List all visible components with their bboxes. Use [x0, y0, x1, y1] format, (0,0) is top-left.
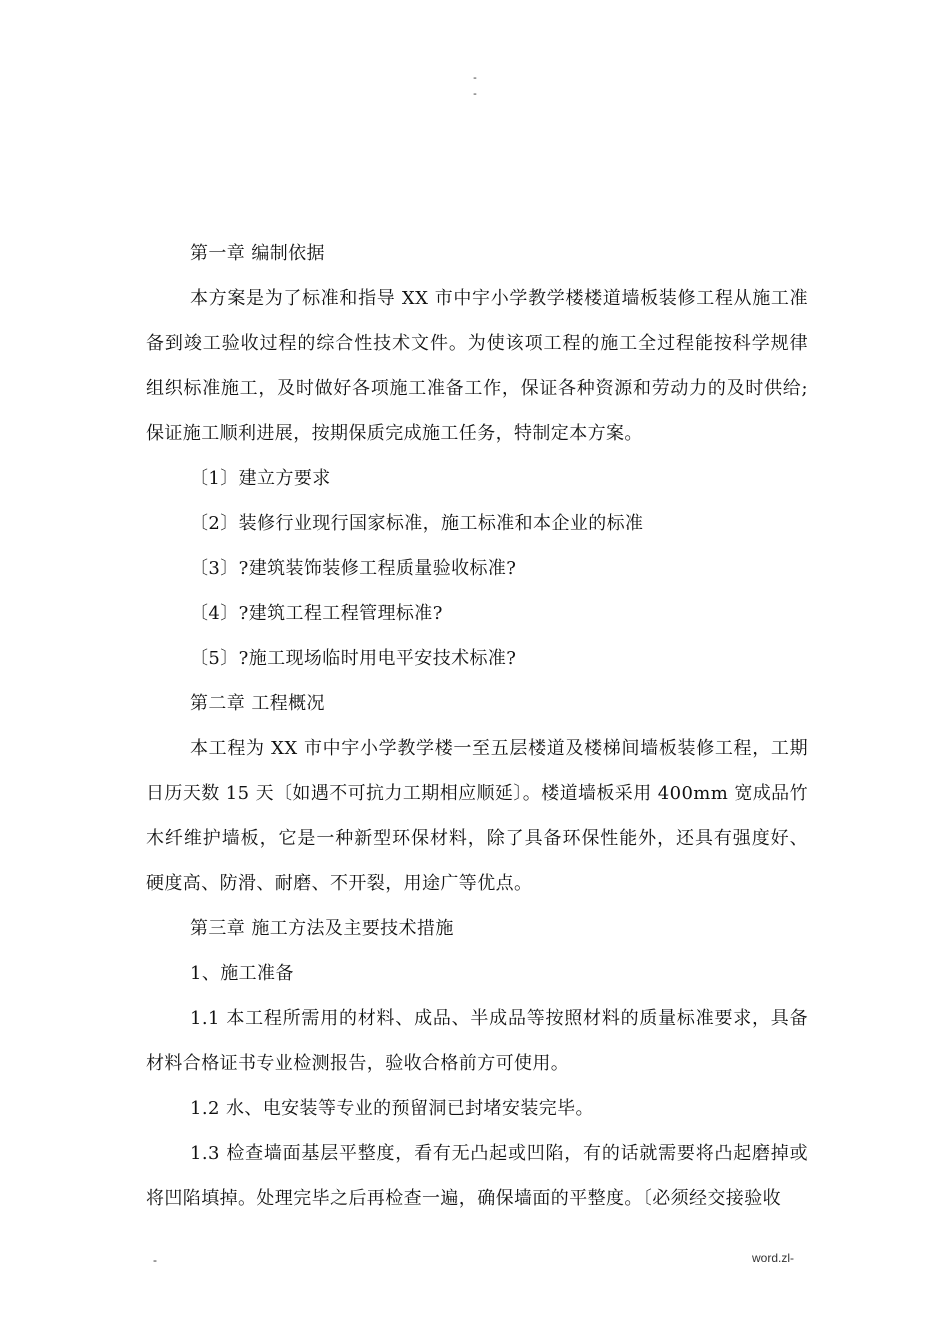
paragraph-1-3: 1.3 检查墙面基层平整度，看有无凸起或凹陷，有的话就需要将凸起磨掉或将凹陷填掉。处理完毕之后再检查一遍，确保墙面的平整度。〔必须经交接验收: [146, 1143, 808, 1209]
footer-source-mark: word.zl-: [751, 1251, 794, 1265]
basis-item-2: 〔2〕装修行业现行国家标准，施工标准和本企业的标准: [190, 513, 644, 534]
chapter1-heading: 第一章 编制依据: [190, 243, 325, 264]
basis-item-5: 〔5〕?施工现场临时用电平安技术标准?: [190, 648, 517, 669]
basis-item-3: 〔3〕?建筑装饰装修工程质量验收标准?: [190, 558, 517, 579]
paragraph-1-1: 1.1 本工程所需用的材料、成品、半成品等按照材料的质量标准要求，具备材料合格证书专业检测报告，验收合格前方可使用。: [146, 1008, 808, 1074]
paragraph-1-2: 1.2 水、电安装等专业的预留洞已封堵安装完毕。: [190, 1098, 594, 1119]
section1-heading: 1、施工准备: [190, 963, 294, 984]
basis-item-1: 〔1〕建立方要求: [190, 468, 331, 489]
footer-left-mark: -: [153, 1253, 157, 1267]
chapter1-paragraph: 本方案是为了标准和指导 XX 市中宇小学教学楼楼道墙板装修工程从施工准备到竣工验收过程的综合性技术文件。为使该项工程的施工全过程能按科学规律组织标准施工，及时做好各项施工准备工作，保证各种资源和劳动力的及时供给;保证施工顺利进展，按期保质完成施工任务，特制定本方案。: [146, 288, 808, 444]
document-body: [146, 231, 808, 1221]
header-mark-top: -: [473, 72, 477, 84]
basis-item-4: 〔4〕?建筑工程工程管理标准?: [190, 603, 443, 624]
header-mark-bottom: -: [473, 88, 477, 100]
chapter2-heading: 第二章 工程概况: [190, 693, 325, 714]
chapter2-paragraph: 本工程为 XX 市中宇小学教学楼一至五层楼道及楼梯间墙板装修工程，工期日历天数 15 天〔如遇不可抗力工期相应顺延〕。楼道墙板采用 400mm 宽成品竹木纤维护墙板，它是一种新型环保材料，除了具备环保性能外，还具有强度好、硬度高、防滑、耐磨、不开裂，用途广等优点。: [146, 738, 808, 894]
chapter3-heading: 第三章 施工方法及主要技术措施: [190, 918, 454, 939]
